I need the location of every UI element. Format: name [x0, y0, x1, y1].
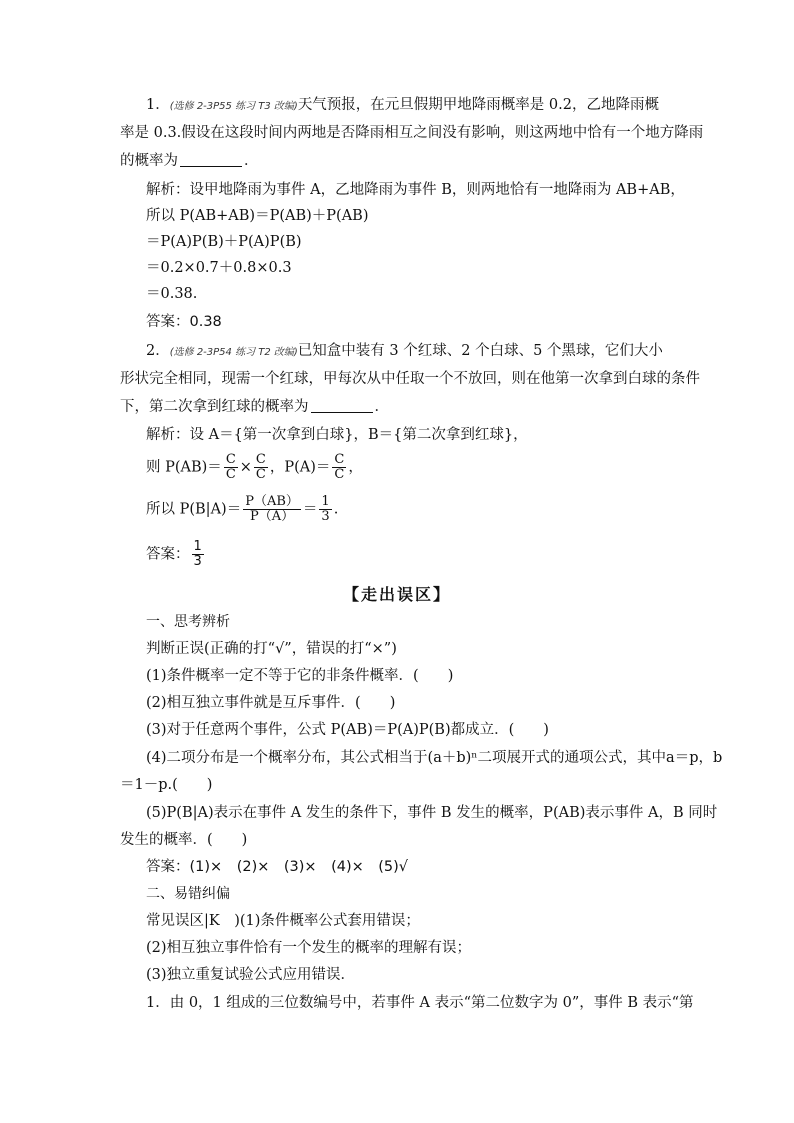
answer-blank: [311, 398, 373, 413]
problem-text: 的概率为: [120, 153, 178, 169]
problem-source: (选修 2-3P55 练习 T3 改编): [169, 101, 298, 112]
numerator: C: [225, 452, 236, 467]
answer-line: [146, 540, 706, 569]
problem1-line1: [146, 95, 706, 117]
solution-line: 解析：设甲地降雨为事件 A，乙地降雨为事件 B，则两地恰有一地降雨为 AB+AB，: [146, 182, 685, 198]
fraction: [224, 453, 238, 482]
solution-line: ＝0.38.: [146, 286, 198, 302]
denominator: 3: [321, 509, 330, 524]
solution-line: [146, 453, 706, 482]
judge-item-5: (5)P(B|A)表示在事件 A 发生的条件下，事件 B 发生的概率，P(AB)表示事件 A，B 同时: [146, 805, 718, 821]
denominator: P（A）: [249, 509, 295, 524]
fraction: [332, 453, 346, 482]
denominator: C: [334, 467, 345, 482]
math-text: 则 P(AB)＝: [146, 459, 222, 476]
problem-text: 下，第二次拿到红球的概率为: [120, 399, 309, 415]
mistake-line: (2)相互独立事件恰有一个发生的概率的理解有误；: [146, 940, 472, 956]
math-text: ，: [348, 459, 363, 476]
fraction: [192, 540, 204, 569]
part-heading: 二、易错纠偏: [146, 886, 230, 902]
fraction: [319, 495, 331, 524]
problem-number: 2．: [146, 343, 170, 359]
problem2-line1: [146, 341, 706, 363]
problem-text: ．: [374, 399, 389, 415]
math-text: ×: [239, 459, 252, 476]
problem2-line3: [120, 397, 680, 417]
part-heading: 一、思考辨析: [146, 614, 230, 630]
solution-line: ＝0.2×0.7＋0.8×0.3: [146, 260, 292, 276]
math-text: ，P(A)＝: [269, 459, 331, 476]
judge-item-5-cont: 发生的概率．( ): [120, 832, 248, 848]
numerator: C: [334, 452, 345, 467]
judge-item-3: (3)对于任意两个事件，公式 P(AB)＝P(A)P(B)都成立．( ): [146, 722, 549, 738]
numerator: C: [255, 452, 266, 467]
section-title: 【走出误区】: [342, 585, 451, 604]
problem-text: ．: [244, 153, 259, 169]
answer-blank: [180, 152, 242, 167]
fraction: [254, 453, 268, 482]
judge-item-4: (4)二项分布是一个概率分布，其公式相当于(a＋b)ⁿ二项展开式的通项公式，其中a＝p，b: [146, 750, 723, 766]
solution-line: 所以 P(AB+AB)＝P(AB)＋P(AB): [146, 208, 369, 224]
problem-text: 已知盒中装有 3 个红球、2 个白球、5 个黑球，它们大小: [297, 343, 663, 359]
numerator: 1: [193, 539, 202, 554]
judge-item-1: (1)条件概率一定不等于它的非条件概率．( ): [146, 668, 454, 684]
solution-line: ＝P(A)P(B)＋P(A)P(B): [146, 234, 302, 250]
answer-line: 答案：(1)× (2)× (3)× (4)× (5)√: [146, 859, 409, 875]
math-text: ＝: [302, 501, 318, 518]
problem1-line3: [120, 151, 680, 171]
denominator: 3: [193, 554, 202, 569]
math-text: .: [333, 501, 339, 518]
problem-line: 1．由 0，1 组成的三位数编号中，若事件 A 表示“第二位数字为 0”，事件 B 表示“第: [146, 995, 694, 1011]
problem2-line2: 形状完全相同，现需一个红球，甲每次从中任取一个不放回，则在他第一次拿到白球的条件: [120, 371, 700, 387]
judge-item-4-cont: ＝1－p.( ): [120, 777, 213, 793]
solution-line: [146, 495, 706, 524]
denominator: C: [255, 467, 266, 482]
problem-text: 天气预报，在元旦假期甲地降雨概率是 0.2，乙地降雨概: [297, 97, 659, 113]
numerator: 1: [321, 494, 330, 509]
mistake-line: 常见误区|K )(1)条件概率公式套用错误；: [146, 913, 420, 929]
numerator: P（AB）: [245, 494, 299, 509]
judge-item-2: (2)相互独立事件就是互斥事件．( ): [146, 695, 396, 711]
problem1-line2: 率是 0.3.假设在这段时间内两地是否降雨相互之间没有影响，则这两地中恰有一个地方降雨: [120, 125, 704, 141]
answer-label: 答案：: [146, 546, 190, 563]
denominator: C: [225, 467, 236, 482]
fraction: [243, 495, 301, 524]
instruction-line: 判断正误(正确的打“√”，错误的打“×”): [146, 641, 397, 657]
answer-line: 答案：0.38: [146, 314, 222, 330]
mistake-line: (3)独立重复试验公式应用错误．: [146, 967, 356, 983]
problem-number: 1．: [146, 97, 170, 113]
solution-line: 解析：设 A＝{第一次拿到白球}，B＝{第二次拿到红球}，: [146, 427, 528, 443]
math-text: 所以 P(B|A)＝: [146, 501, 242, 518]
problem-source: (选修 2-3P54 练习 T2 改编): [169, 347, 298, 358]
